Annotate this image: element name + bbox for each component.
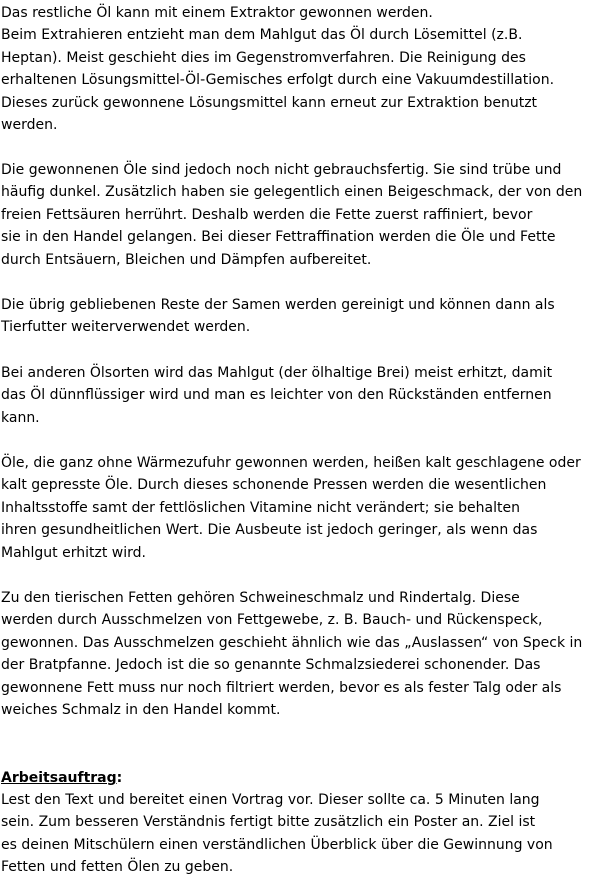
text-line: häufig dunkel. Zusätzlich haben sie gelegentlich einen Beigeschmack, der von den (1, 184, 583, 201)
paragraph-task (1, 789, 609, 879)
text-line: Mahlgut erhitzt wird. (1, 544, 146, 561)
text-line: Dieses zurück gewonnene Lösungsmittel kann erneut zur Extraktion benutzt (1, 94, 538, 111)
text-line: weiches Schmalz in den Handel kommt. (1, 701, 281, 718)
text-line: kann. (1, 409, 40, 426)
text-line: Fetten und fetten Ölen zu geben. (1, 859, 234, 876)
text-line: werden durch Ausschmelzen von Fettgewebe, z. B. Bauch- und Rückenspeck, (1, 612, 543, 629)
text-line: werden. (1, 116, 58, 133)
task-heading-text: Arbeitsauftrag (1, 770, 117, 786)
task-heading-colon: : (116, 770, 123, 786)
text-line: Die gewonnenen Öle sind jedoch noch nicht gebrauchsfertig. Sie sind trübe und (1, 162, 562, 178)
text-line: der Bratpfanne. Jedoch ist die so genannte Schmalzsiederei schonender. Das (1, 657, 541, 674)
paragraph-animal-feed (1, 294, 609, 339)
paragraph-heating (1, 362, 609, 429)
text-line: gewonnen. Das Ausschmelzen geschieht ähnlich wie das „Auslassen“ von Speck in (1, 634, 583, 651)
text-line: sein. Zum besseren Verständnis fertigt bitte zusätzlich ein Poster an. Ziel ist (1, 814, 536, 831)
paragraph-cold-pressed (1, 452, 609, 564)
text-line: durch Entsäuern, Bleichen und Dämpfen aufbereitet. (1, 251, 372, 268)
text-line: Tierfutter weiterverwendet werden. (1, 319, 251, 336)
text-line: ihren gesundheitlichen Wert. Die Ausbeute ist jedoch geringer, als wenn das (1, 522, 538, 539)
text-line: Lest den Text und bereitet einen Vortrag vor. Dieser sollte ca. 5 Minuten lang (1, 792, 540, 808)
text-line: Das restliche Öl kann mit einem Extraktor gewonnen werden. (1, 5, 433, 21)
text-line: kalt gepresste Öle. Durch dieses schonende Pressen werden die wesentlichen (1, 477, 547, 494)
task-heading (1, 767, 122, 789)
text-line: Heptan). Meist geschieht dies im Gegenstromverfahren. Die Reinigung des (1, 49, 526, 66)
text-line: das Öl dünnflüssiger wird und man es leichter von den Rückständen entfernen (1, 387, 552, 404)
text-line: Zu den tierischen Fetten gehören Schweineschmalz und Rindertalg. Diese (1, 590, 520, 606)
text-line: es deinen Mitschülern einen verständlichen Überblick über die Gewinnung von (1, 836, 553, 853)
text-line: gewonnene Fett muss nur noch filtriert werden, bevor es als fester Talg oder als (1, 679, 562, 696)
text-line: Beim Extrahieren entzieht man dem Mahlgut das Öl durch Lösemittel (z.B. (1, 27, 523, 44)
paragraph-refining (1, 159, 609, 271)
text-line: Die übrig gebliebenen Reste der Samen werden gereinigt und können dann als (1, 297, 555, 313)
text-line: freien Fettsäuren herrührt. Deshalb werden die Fette zuerst raffiniert, bevor (1, 206, 533, 223)
text-line: Inhaltsstoffe samt der fettlöslichen Vitamine nicht verändert; sie behalten (1, 499, 520, 516)
paragraph-animal-fats (1, 587, 609, 721)
paragraph-extraction (1, 2, 609, 136)
text-line: Bei anderen Ölsorten wird das Mahlgut (der ölhaltige Brei) meist erhitzt, damit (1, 365, 553, 381)
text-line: sie in den Handel gelangen. Bei dieser Fettraffination werden die Öle und Fette (1, 229, 556, 246)
text-line: Öle, die ganz ohne Wärmezufuhr gewonnen werden, heißen kalt geschlagene oder (1, 455, 581, 471)
text-line: erhaltenen Lösungsmittel-Öl-Gemisches erfolgt durch eine Vakuumdestillation. (1, 72, 555, 89)
